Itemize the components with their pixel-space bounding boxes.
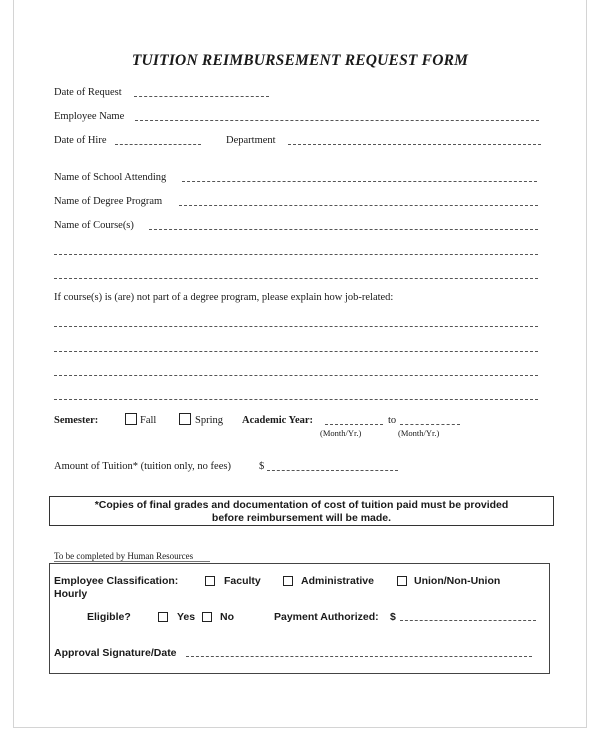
faculty-label: Faculty	[224, 575, 261, 587]
school-attending-field[interactable]	[182, 181, 537, 182]
union-checkbox[interactable]	[397, 576, 407, 586]
degree-program-field[interactable]	[179, 205, 538, 206]
form-page	[13, 0, 587, 728]
courses-label: Name of Course(s)	[54, 220, 134, 231]
courses-field-line-2[interactable]	[54, 254, 538, 255]
documentation-notice	[49, 496, 554, 526]
date-of-hire-label: Date of Hire	[54, 135, 107, 146]
school-attending-label: Name of School Attending	[54, 172, 167, 183]
faculty-checkbox[interactable]	[205, 576, 215, 586]
payment-authorized-field[interactable]	[400, 620, 536, 621]
academic-year-label: Academic Year:	[242, 415, 314, 426]
date-of-request-field[interactable]	[134, 96, 269, 97]
date-of-request-label: Date of Request	[54, 87, 122, 98]
hr-section-heading: To be completed by Human Resources	[54, 551, 194, 561]
eligible-yes-label: Yes	[177, 611, 196, 623]
to-label: to	[388, 415, 397, 426]
approval-signature-label: Approval Signature/Date	[54, 647, 177, 659]
payment-authorized-label: Payment Authorized:	[274, 611, 379, 623]
approval-signature-field[interactable]	[186, 656, 532, 657]
spring-label: Spring	[195, 415, 224, 426]
date-of-hire-field[interactable]	[115, 144, 201, 145]
administrative-label: Administrative	[301, 575, 374, 587]
job-related-field-line-4[interactable]	[54, 399, 538, 400]
month-yr-hint-start: (Month/Yr.)	[320, 428, 362, 438]
eligible-no-label: No	[220, 611, 234, 623]
amount-dollar-sign: $	[259, 461, 265, 472]
notice-line-1: *Copies of final grades and documentation of cost of tuition paid must be provided	[94, 499, 509, 511]
hr-heading-underline	[54, 561, 210, 562]
fall-label: Fall	[140, 415, 157, 426]
employee-name-label: Employee Name	[54, 111, 125, 122]
job-related-field-line-1[interactable]	[54, 326, 538, 327]
payment-dollar-sign: $	[390, 611, 396, 623]
eligible-label: Eligible?	[87, 611, 131, 623]
hourly-label: Hourly	[54, 588, 88, 600]
employee-classification-label: Employee Classification:	[54, 575, 179, 587]
union-label: Union/Non-Union	[414, 575, 501, 587]
job-related-field-line-3[interactable]	[54, 375, 538, 376]
semester-label: Semester:	[54, 415, 99, 426]
department-label: Department	[226, 135, 276, 146]
fall-checkbox[interactable]	[125, 413, 137, 425]
notice-line-2: before reimbursement will be made.	[211, 512, 392, 524]
amount-label: Amount of Tuition* (tuition only, no fees)	[54, 461, 231, 472]
job-related-field-line-2[interactable]	[54, 351, 538, 352]
employee-name-field[interactable]	[135, 120, 539, 121]
amount-field[interactable]	[267, 470, 398, 471]
courses-field[interactable]	[149, 229, 538, 230]
academic-year-start-field[interactable]	[325, 424, 383, 425]
spring-checkbox[interactable]	[179, 413, 191, 425]
degree-program-label: Name of Degree Program	[54, 196, 163, 207]
academic-year-end-field[interactable]	[400, 424, 460, 425]
eligible-no-checkbox[interactable]	[202, 612, 212, 622]
administrative-checkbox[interactable]	[283, 576, 293, 586]
courses-field-line-3[interactable]	[54, 278, 538, 279]
department-field[interactable]	[288, 144, 541, 145]
month-yr-hint-end: (Month/Yr.)	[398, 428, 440, 438]
job-related-label: If course(s) is (are) not part of a degree program, please explain how job-related:	[54, 292, 394, 303]
form-title: TUITION REIMBURSEMENT REQUEST FORM	[131, 52, 469, 69]
eligible-yes-checkbox[interactable]	[158, 612, 168, 622]
